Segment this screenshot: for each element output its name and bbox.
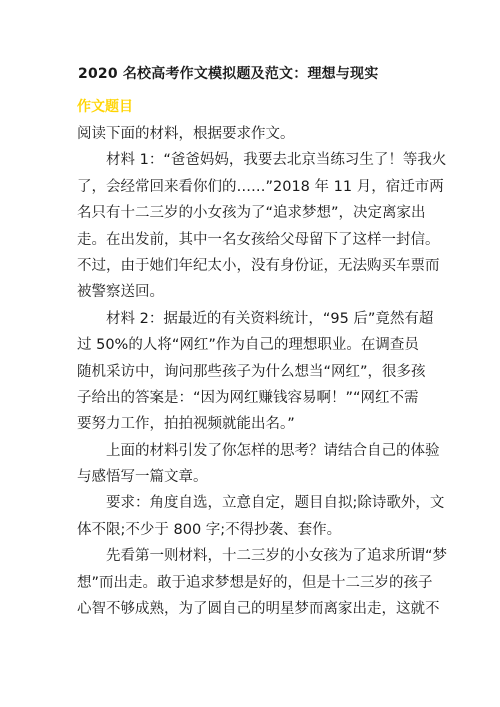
document-title: 2020 名校高考作文模拟题及范文：理想与现实 — [78, 66, 379, 82]
body-line: 要努力工作，拍拍视频就能出名。” — [77, 416, 295, 433]
body-line: 随机采访中，询问那些孩子为什么想当“网红”，很多孩 — [77, 363, 426, 380]
body-line: 走。在出发前，其中一名女孩给父母留下了这样一封信。 — [77, 231, 440, 248]
body-line: 被警察送回。 — [77, 284, 164, 301]
document-body — [77, 121, 448, 622]
body-line: 材料 2：据最近的有关资料统计，“95 后”竟然有超 — [106, 310, 434, 327]
body-line: 要求：角度自选，立意自定，题目自拟;除诗歌外，文 — [106, 495, 445, 512]
section-label-essay-prompt: 作文题目 — [77, 99, 133, 115]
body-line: 体不限;不少于 800 字;不得抄袭、套作。 — [77, 521, 342, 538]
body-line: 过 50%的人将“网红”作为自己的理想职业。在调查员 — [77, 337, 419, 354]
body-line: 上面的材料引发了你怎样的思考？请结合自己的体验 — [106, 442, 440, 459]
body-line: 阅读下面的材料，根据要求作文。 — [77, 126, 295, 142]
body-line: 与感悟写一篇文章。 — [77, 469, 208, 486]
body-line: 先看第一则材料，十二三岁的小女孩为了追求所谓“梦 — [106, 548, 448, 565]
body-line: 了，会经常回来看你们的……”2018 年 11 月，宿迁市两 — [77, 178, 444, 195]
body-line: 名只有十二三岁的小女孩为了“追求梦想”，决定离家出 — [77, 205, 426, 222]
body-line: 不过，由于她们年纪太小，没有身份证，无法购买车票而 — [77, 257, 440, 274]
body-line: 想”而出走。敢于追求梦想是好的，但是十二三岁的孩子 — [77, 574, 433, 591]
body-line: 心智不够成熟，为了圆自己的明星梦而离家出走，这就不 — [77, 601, 440, 618]
body-line: 材料 1：“爸爸妈妈，我要去北京当练习生了！等我火 — [106, 152, 447, 169]
body-line: 子给出的答案是：“因为网红赚钱容易啊！”“网红不需 — [77, 389, 419, 406]
